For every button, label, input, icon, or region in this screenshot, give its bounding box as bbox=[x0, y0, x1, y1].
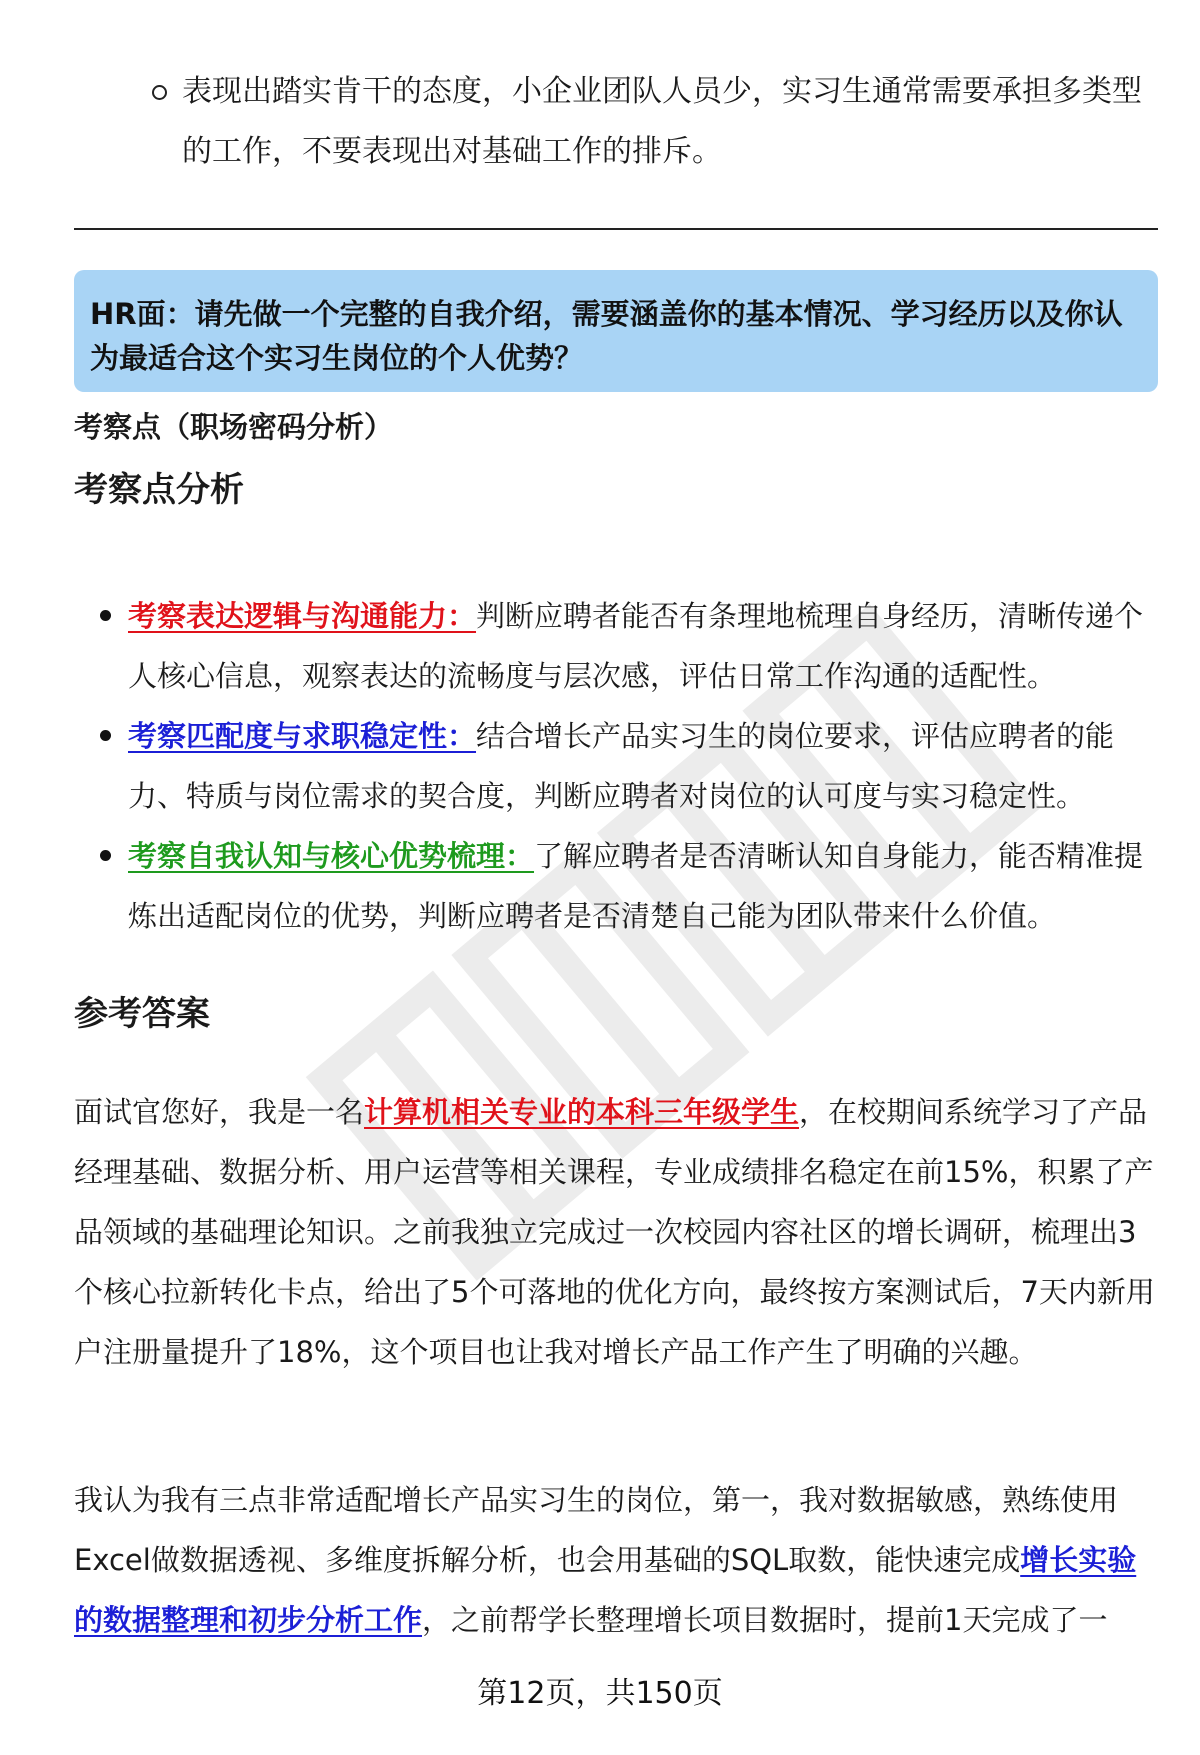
highlight-text: 增长实验的数据整理和初步分析工作 bbox=[74, 1543, 1137, 1637]
para-text: 面试官您好，我是一名 bbox=[74, 1095, 365, 1129]
list-item-keyword: 考察自我认知与核心优势梳理： bbox=[128, 839, 535, 873]
bullet-icon bbox=[100, 730, 111, 741]
hollow-bullet-icon bbox=[152, 85, 167, 100]
list-item-text: 了解应聘者是否清晰认知自身能力，能否精准提炼出适配岗位的优势，判断应聘者是否清楚自己能为团队带来什么价值。 bbox=[128, 839, 1144, 933]
list-item-keyword: 考察匹配度与求职稳定性： bbox=[128, 719, 477, 753]
bullet-icon bbox=[100, 850, 111, 861]
highlight-text: 计算机相关专业的本科三年级学生 bbox=[364, 1095, 800, 1129]
analysis-heading: 考察点分析 bbox=[74, 470, 244, 510]
list-item-text: 结合增长产品实习生的岗位要求，评估应聘者的能力、特质与岗位需求的契合度，判断应聘者对岗位的认可度与实习稳定性。 bbox=[128, 719, 1115, 813]
question-text: HR面：请先做一个完整的自我介绍，需要涵盖你的基本情况、学习经历以及你认为最适合这个实习生岗位的个人优势？ bbox=[90, 297, 1123, 375]
answer-paragraph-1 bbox=[74, 1082, 1158, 1382]
list-item-keyword: 考察表达逻辑与沟通能力： bbox=[128, 599, 477, 633]
answer-paragraph-2 bbox=[74, 1470, 1158, 1650]
horizontal-divider bbox=[74, 228, 1158, 230]
answer-heading: 参考答案 bbox=[74, 994, 210, 1034]
para-text: ，在校期间系统学习了产品经理基础、数据分析、用户运营等相关课程，专业成绩排名稳定在前15%，积累了产品领域的基础理论知识。之前我独立完成过一次校园内容社区的增长调研，梳理出3个核心拉新转化卡点，给出了5个可落地的优化方向，最终按方案测试后，7天内新用户注册量提升了18%，这个项目也让我对增长产品工作产生了明确的兴趣。 bbox=[74, 1095, 1155, 1369]
list-item bbox=[128, 586, 1148, 706]
para-text: 我认为我有三点非常适配增长产品实习生的岗位，第一，我对数据敏感，熟练使用Excel做数据透视、多维度拆解分析，也会用基础的SQL取数，能快速完成 bbox=[74, 1483, 1119, 1577]
list-item bbox=[128, 826, 1148, 946]
question-box bbox=[74, 270, 1158, 392]
sub-bullet-text: 表现出踏实肯干的态度，小企业团队人员少，实习生通常需要承担多类型的工作，不要表现出对基础工作的排斥。 bbox=[182, 74, 1142, 169]
page-number: 第12页，共150页 bbox=[477, 1676, 723, 1711]
para-text: ，之前帮学长整理增长项目数据时，提前1天完成了一 bbox=[422, 1603, 1108, 1637]
list-item-text: 判断应聘者能否有条理地梳理自身经历，清晰传递个人核心信息，观察表达的流畅度与层次感，评估日常工作沟通的适配性。 bbox=[128, 599, 1144, 693]
bullet-icon bbox=[100, 610, 111, 621]
list-item bbox=[128, 706, 1148, 826]
analysis-list bbox=[128, 586, 1148, 946]
kaocha-label: 考察点（职场密码分析） bbox=[74, 410, 394, 444]
sub-bullet-item bbox=[182, 62, 1142, 182]
